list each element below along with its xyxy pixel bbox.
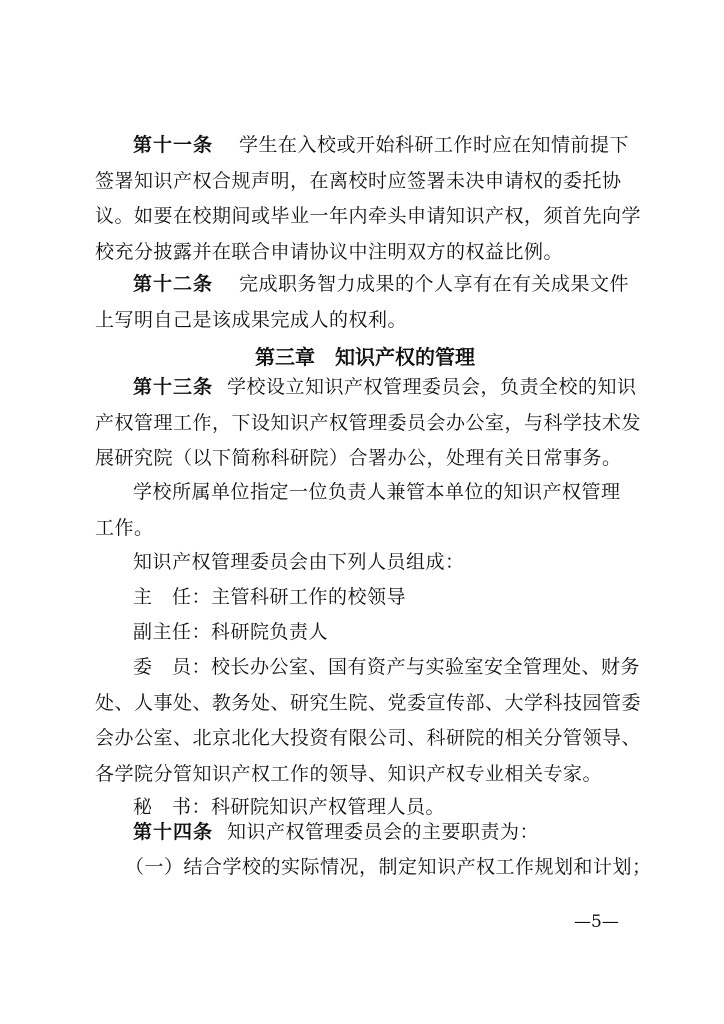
article-13-line-2: 产权管理工作，下设知识产权管理委员会办公室，与科学技术发 xyxy=(95,411,642,434)
paragraph-members xyxy=(95,545,635,581)
article-12-line-1: 完成职务智力成果的个人享有在有关成果文件 xyxy=(239,273,630,295)
committee-members xyxy=(95,650,642,792)
article-14-title: 第十四条 xyxy=(133,821,214,843)
committee-line-1: 委 员：校长办公室、国有资产与实验室安全管理处、财务 xyxy=(133,656,641,678)
article-14-line-1: 知识产权管理委员会的主要职责为： xyxy=(227,821,540,843)
duty-1 xyxy=(95,850,652,886)
committee-line-3: 会办公室、北京北化大投资有限公司、科研院的相关分管领导、 xyxy=(95,727,642,749)
vice-director-line xyxy=(95,615,635,651)
paragraph-units xyxy=(95,475,635,546)
duty-1-text: （一）结合学校的实际情况，制定知识产权工作规划和计划； xyxy=(125,856,652,878)
page-number: —5— xyxy=(574,912,619,932)
article-13-line-1: 学校设立知识产权管理委员会，负责全校的知识 xyxy=(227,376,637,398)
article-11-line-4: 校充分披露并在联合申请协议中注明双方的权益比例。 xyxy=(95,240,564,263)
committee-line-4: 各学院分管知识产权工作的领导、知识产权专业相关专家。 xyxy=(95,762,603,785)
secretary-text: 秘 书：科研院知识产权管理人员。 xyxy=(133,796,446,818)
article-12-title: 第十二条 xyxy=(133,273,214,295)
article-11-title: 第十一条 xyxy=(133,134,214,156)
article-11 xyxy=(95,128,642,270)
article-13 xyxy=(95,370,642,477)
paragraph-units-line-2: 工作。 xyxy=(95,516,154,539)
article-11-line-1: 学生在入校或开始科研工作时应在知情前提下 xyxy=(239,134,630,156)
article-12 xyxy=(95,267,635,338)
article-12-line-2: 上写明自己是该成果完成人的权利。 xyxy=(95,308,408,331)
director-line xyxy=(95,580,635,616)
director-text: 主 任：主管科研工作的校领导 xyxy=(133,586,407,608)
chapter-heading: 第三章 知识产权的管理 xyxy=(255,345,475,369)
article-14 xyxy=(95,815,635,851)
committee-line-2: 处、人事处、教务处、研究生院、党委宣传部、大学科技园管委 xyxy=(95,691,642,714)
article-11-line-3: 议。如要在校期间或毕业一年内牵头申请知识产权，须首先向学 xyxy=(95,205,642,227)
article-13-title: 第十三条 xyxy=(133,376,214,398)
paragraph-units-line-1: 学校所属单位指定一位负责人兼管本单位的知识产权管理 xyxy=(133,481,621,503)
vice-director-text: 副主任：科研院负责人 xyxy=(133,621,329,643)
article-13-line-3: 展研究院（以下简称科研院）合署办公，处理有关日常事务。 xyxy=(95,447,622,469)
article-11-line-2: 签署知识产权合规声明，在离校时应签署未决申请权的委托协 xyxy=(95,169,622,192)
paragraph-members-text: 知识产权管理委员会由下列人员组成： xyxy=(133,551,465,573)
